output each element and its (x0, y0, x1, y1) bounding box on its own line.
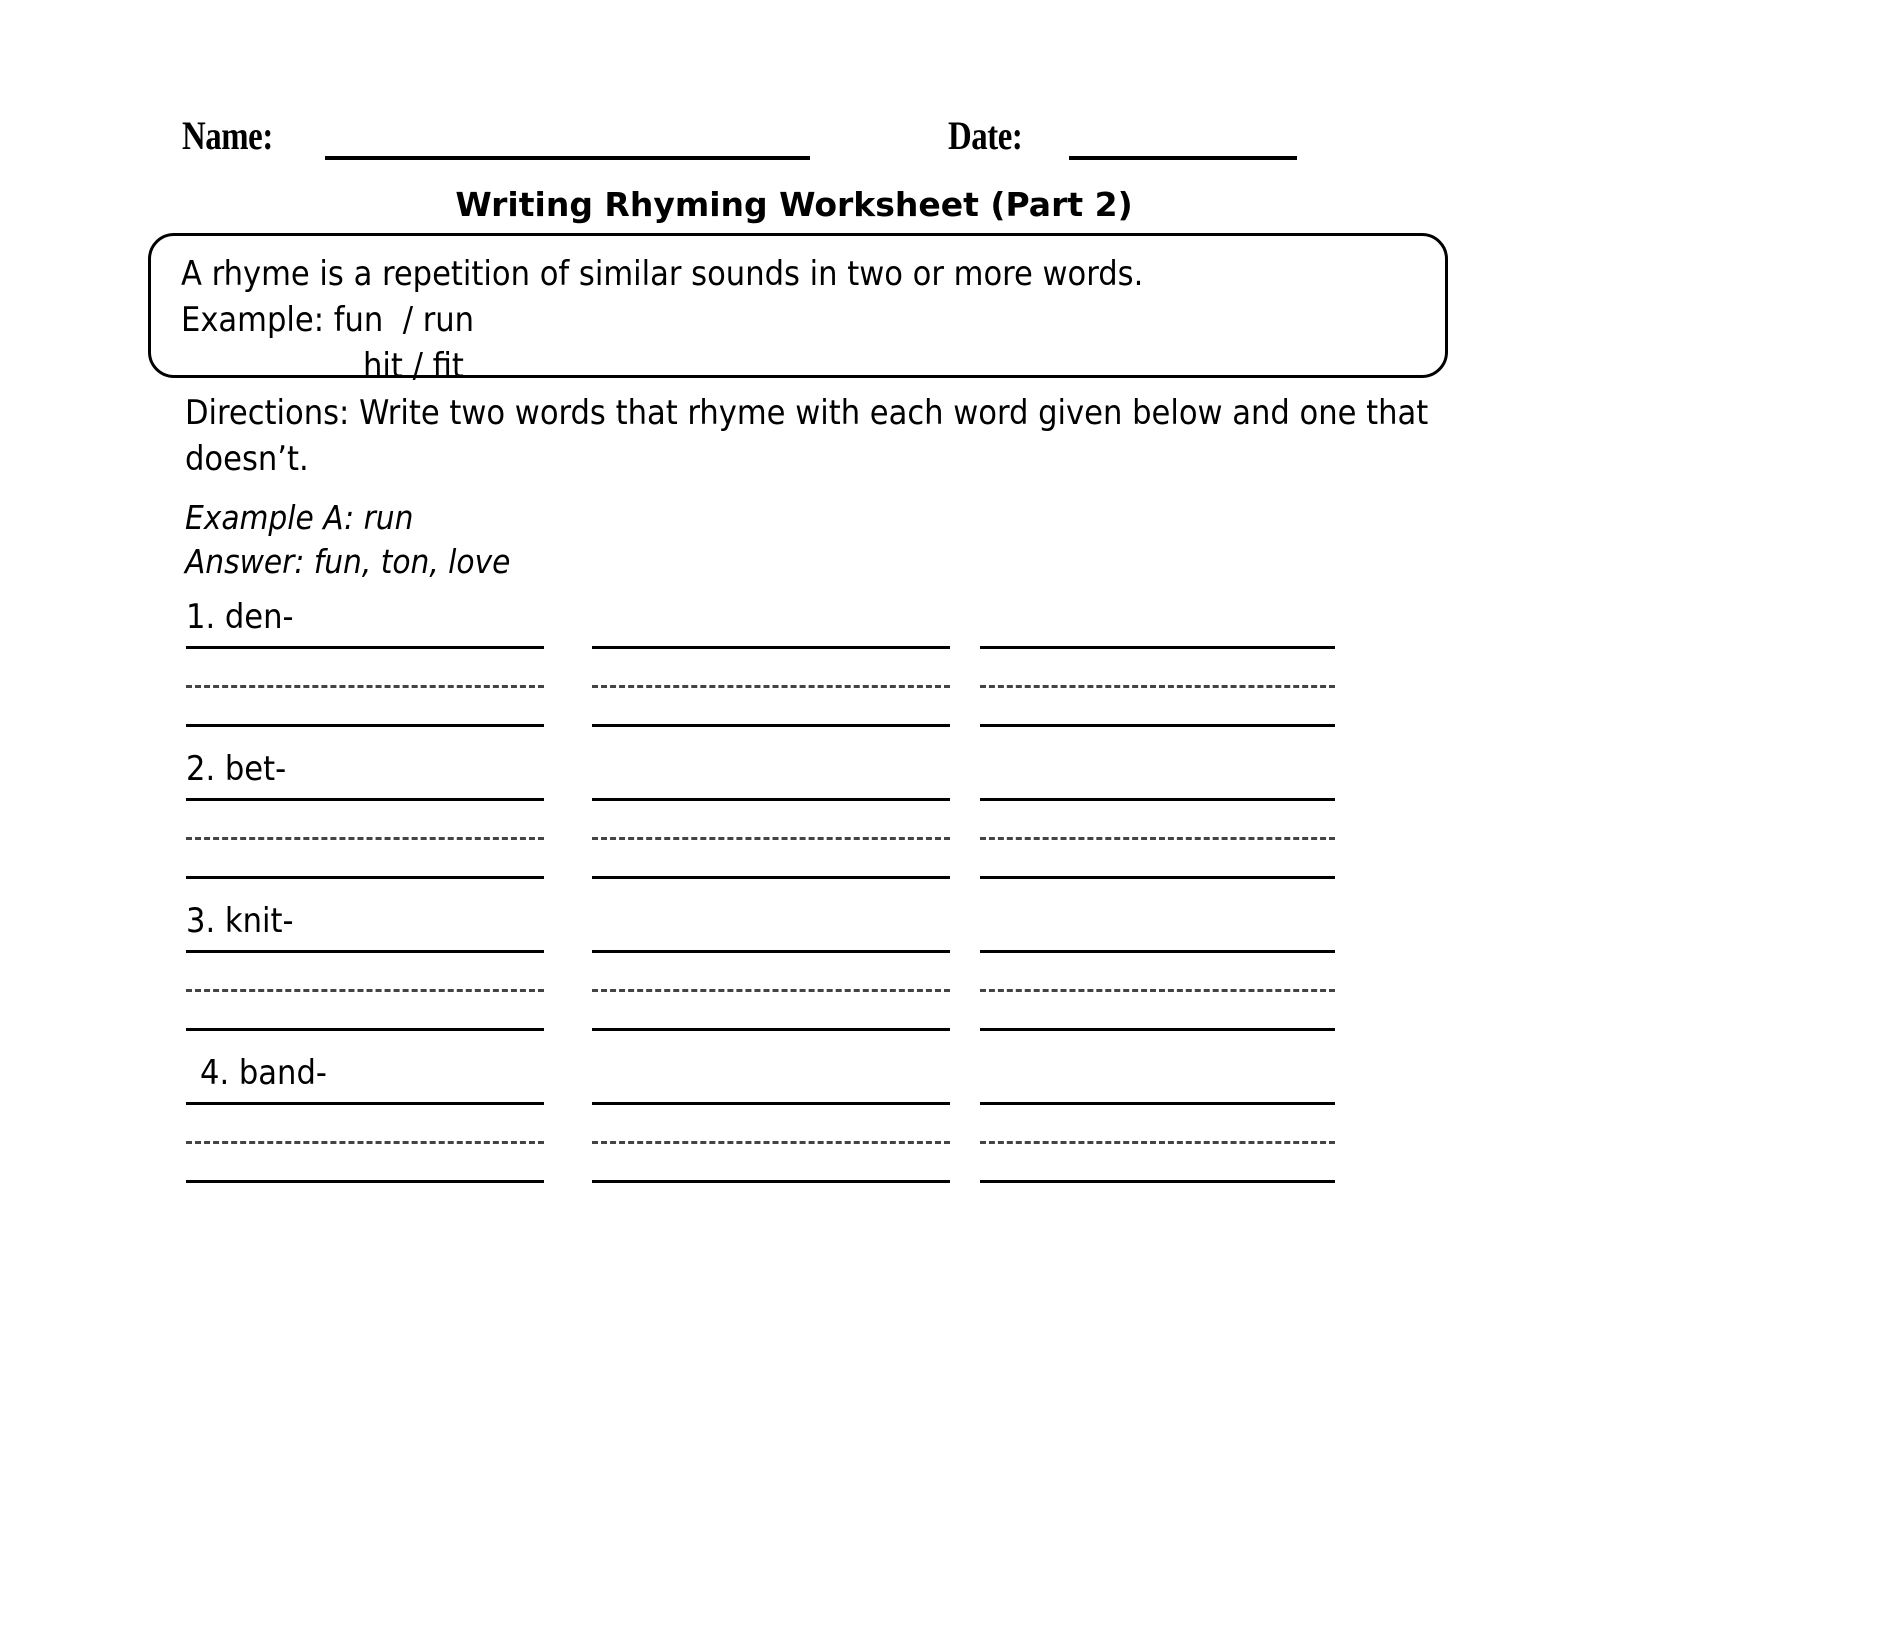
definition-example-1: Example: fun / run (181, 300, 475, 340)
writing-line-bottom (186, 724, 544, 727)
date-write-line[interactable] (1069, 156, 1297, 160)
writing-line-top (980, 798, 1335, 801)
student-info-header (0, 112, 1896, 172)
answer-line-group[interactable] (980, 640, 1335, 730)
writing-line-bottom (980, 724, 1335, 727)
writing-line-bottom (592, 876, 950, 879)
question-item (0, 900, 1896, 1052)
answer-line-group[interactable] (592, 1096, 950, 1186)
writing-line-top (186, 646, 544, 649)
definition-text: A rhyme is a repetition of similar sounds in two or more words. (181, 254, 1144, 294)
writing-line-bottom (592, 724, 950, 727)
directions-text: Directions: Write two words that rhyme with each word given below and one that doesn’t. (185, 393, 1429, 479)
answer-line-group[interactable] (592, 944, 950, 1034)
question-item (0, 748, 1896, 900)
writing-line-top (980, 1102, 1335, 1105)
answer-line-group[interactable] (980, 1096, 1335, 1186)
question-label: 4. band- (200, 1053, 327, 1093)
answer-line-group[interactable] (186, 792, 544, 882)
question-label: 1. den- (186, 597, 294, 637)
writing-line-middle-dashed (592, 837, 950, 840)
example-prompt: Example A: run (185, 498, 414, 537)
answer-line-group[interactable] (980, 792, 1335, 882)
writing-line-bottom (980, 1180, 1335, 1183)
writing-line-bottom (980, 876, 1335, 879)
answer-lines-row (0, 944, 1896, 1036)
answer-lines-row (0, 792, 1896, 884)
answer-lines-row (0, 640, 1896, 732)
writing-line-top (186, 798, 544, 801)
worked-example (185, 496, 510, 584)
answer-line-group[interactable] (186, 640, 544, 730)
answer-line-group[interactable] (980, 944, 1335, 1034)
writing-line-top (980, 950, 1335, 953)
date-label: Date: (948, 113, 1023, 158)
writing-line-top (592, 950, 950, 953)
writing-line-top (592, 1102, 950, 1105)
name-write-line[interactable] (325, 156, 810, 160)
question-item (0, 596, 1896, 748)
writing-line-middle-dashed (980, 685, 1335, 688)
writing-line-top (592, 646, 950, 649)
writing-line-bottom (186, 876, 544, 879)
writing-line-middle-dashed (186, 837, 544, 840)
writing-line-middle-dashed (980, 989, 1335, 992)
example-answer: Answer: fun, ton, love (185, 542, 511, 581)
question-item (0, 1052, 1896, 1204)
writing-line-top (186, 950, 544, 953)
writing-line-bottom (980, 1028, 1335, 1031)
answer-line-group[interactable] (592, 640, 950, 730)
writing-line-bottom (186, 1180, 544, 1183)
answer-line-group[interactable] (186, 1096, 544, 1186)
writing-line-bottom (186, 1028, 544, 1031)
writing-line-middle-dashed (980, 837, 1335, 840)
writing-line-top (186, 1102, 544, 1105)
writing-line-middle-dashed (592, 989, 950, 992)
question-label: 3. knit- (186, 901, 294, 941)
writing-line-top (592, 798, 950, 801)
writing-line-bottom (592, 1180, 950, 1183)
writing-line-middle-dashed (186, 1141, 544, 1144)
writing-line-top (980, 646, 1335, 649)
writing-line-middle-dashed (592, 685, 950, 688)
answer-line-group[interactable] (592, 792, 950, 882)
writing-line-middle-dashed (980, 1141, 1335, 1144)
answer-lines-row (0, 1096, 1896, 1188)
page-title: Writing Rhyming Worksheet (Part 2) (455, 185, 1133, 224)
definition-box (148, 233, 1448, 386)
definition-example-2: hit / fit (363, 346, 464, 386)
writing-line-middle-dashed (186, 989, 544, 992)
writing-line-bottom (592, 1028, 950, 1031)
writing-line-middle-dashed (186, 685, 544, 688)
answer-line-group[interactable] (186, 944, 544, 1034)
question-list (0, 596, 1896, 1204)
question-label: 2. bet- (186, 749, 287, 789)
writing-line-middle-dashed (592, 1141, 950, 1144)
name-label: Name: (182, 113, 273, 158)
